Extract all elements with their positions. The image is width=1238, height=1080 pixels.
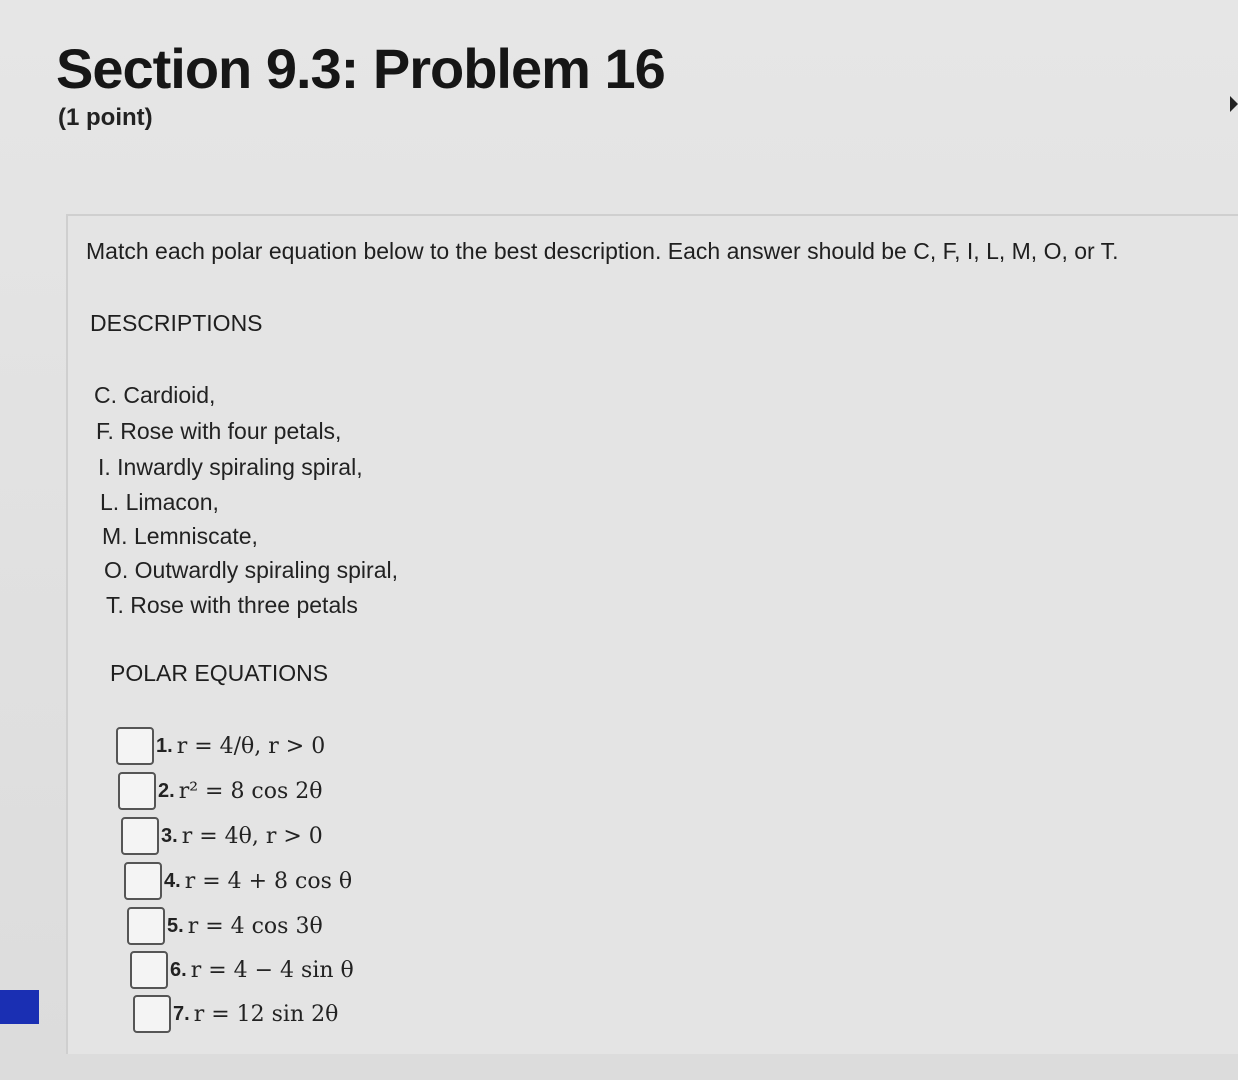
equation-row <box>118 771 323 811</box>
equation-number: 3. <box>161 824 178 847</box>
description-item: I. Inwardly spiraling spiral, <box>98 454 363 480</box>
equation-text: r = 4 + 8 cos θ <box>184 868 353 894</box>
equation-number: 2. <box>158 779 175 802</box>
description-item: M. Lemniscate, <box>102 523 258 549</box>
description-item: O. Outwardly spiraling spiral, <box>104 557 398 583</box>
side-tab[interactable] <box>0 990 39 1024</box>
arrow-right-icon[interactable] <box>1230 96 1238 112</box>
equation-text: r = 4/θ, r > 0 <box>176 733 326 759</box>
answer-input-7[interactable] <box>133 995 171 1033</box>
description-item: T. Rose with three petals <box>106 592 358 618</box>
equation-row <box>124 861 352 901</box>
points-label: (1 point) <box>58 104 153 131</box>
equation-number: 6. <box>170 958 187 981</box>
answer-input-5[interactable] <box>127 907 165 945</box>
descriptions-heading: DESCRIPTIONS <box>90 310 263 336</box>
equation-row <box>116 726 325 766</box>
instructions-text: Match each polar equation below to the best description. Each answer should be C, F, I, L, M, O, or T. <box>86 238 1119 264</box>
answer-input-2[interactable] <box>118 772 156 810</box>
equation-text: r = 4θ, r > 0 <box>181 823 323 849</box>
description-item: L. Limacon, <box>100 489 219 515</box>
equation-row <box>121 816 323 856</box>
equation-row <box>127 906 323 946</box>
answer-input-4[interactable] <box>124 862 162 900</box>
description-item: F. Rose with four petals, <box>96 418 342 444</box>
equation-text: r = 12 sin 2θ <box>193 1001 339 1027</box>
equation-text: r² = 8 cos 2θ <box>178 778 323 804</box>
equation-number: 4. <box>164 869 181 892</box>
equation-text: r = 4 − 4 sin θ <box>190 957 354 983</box>
equation-number: 5. <box>167 914 184 937</box>
equation-number: 1. <box>156 734 173 757</box>
equations-heading: POLAR EQUATIONS <box>110 660 329 686</box>
equation-row <box>130 950 354 990</box>
answer-input-3[interactable] <box>121 817 159 855</box>
page-title: Section 9.3: Problem 16 <box>56 37 665 100</box>
equation-row <box>133 994 338 1034</box>
equation-text: r = 4 cos 3θ <box>187 913 323 939</box>
answer-input-6[interactable] <box>130 951 168 989</box>
description-item: C. Cardioid, <box>94 382 216 408</box>
answer-input-1[interactable] <box>116 727 154 765</box>
equation-number: 7. <box>173 1002 190 1025</box>
